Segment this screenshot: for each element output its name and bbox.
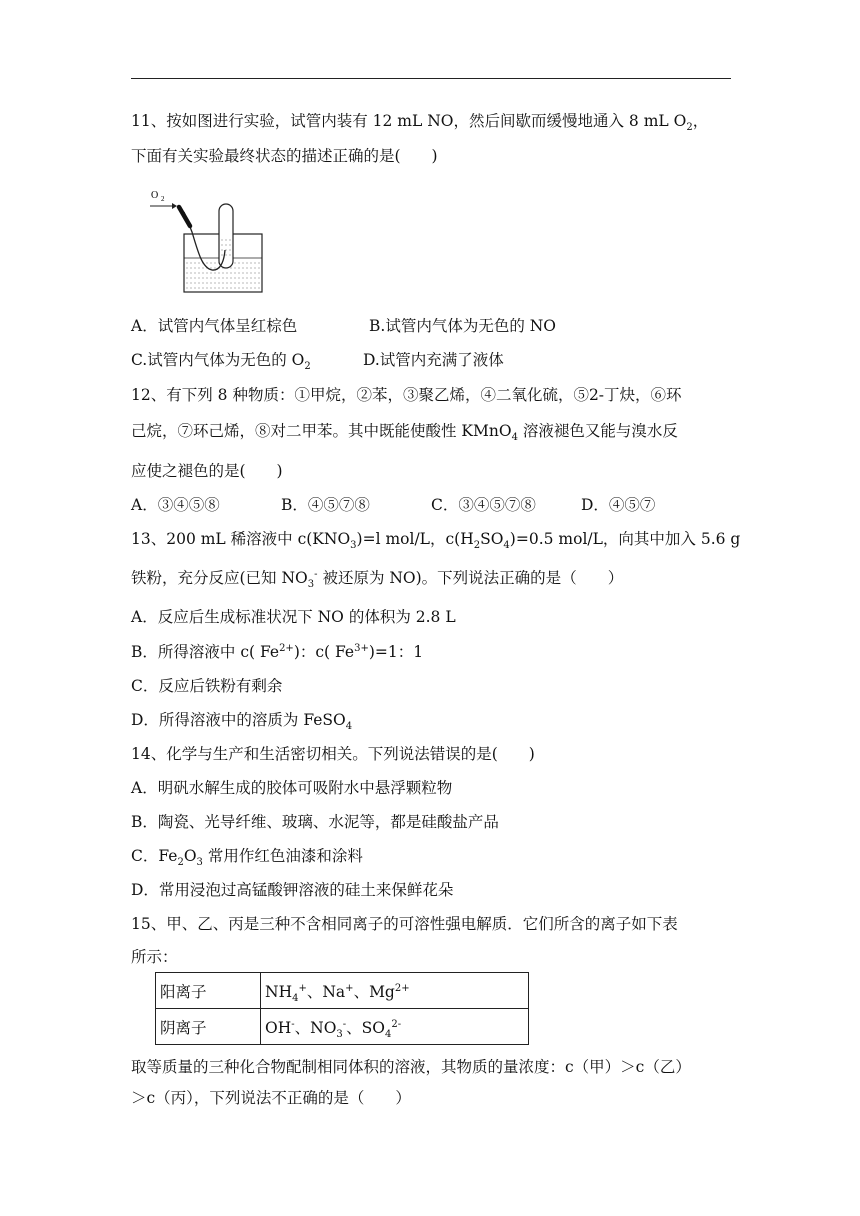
q14-stem: 14、化学与生产和生活密切相关。下列说法错误的是( ) <box>131 745 535 763</box>
header-rule <box>131 78 731 79</box>
q13-option-c: C．反应后铁粉有剩余 <box>131 677 283 695</box>
q12-option-c: C．③④⑤⑦⑧ <box>431 496 536 514</box>
table-cell-cation-head: 阳离子 <box>156 973 261 1009</box>
table-row <box>156 973 529 1009</box>
q11-stem-line2: 下面有关实验最终状态的描述正确的是( ) <box>131 147 438 165</box>
ion-table <box>155 972 529 1045</box>
q12-stem-line3: 应使之褪色的是( ) <box>131 462 283 480</box>
q12-option-b: B．④⑤⑦⑧ <box>281 496 370 514</box>
q14-option-a: A．明矾水解生成的胶体可吸附水中悬浮颗粒物 <box>131 779 453 797</box>
q13-option-d: D．所得溶液中的溶质为 FeSO$_4$ <box>131 711 353 733</box>
q11-option-d: D.试管内充满了液体 <box>363 351 504 369</box>
q15-stem-line3: 取等质量的三种化合物配制相同体积的溶液，其物质的量浓度：c（甲）＞c（乙） <box>131 1058 691 1076</box>
q13-stem-line2: 铁粉，充分反应(已知 $NO_3^-$ 被还原为 NO)。下列说法正确的是（ ） <box>131 568 624 591</box>
q13-option-b: B．所得溶液中 c( $Fe^{2+}$)：c( $Fe^{3+})=1$：1 <box>131 642 424 661</box>
q11-stem-line1: 11、按如图进行实验，试管内装有 12 mL NO，然后间歇而缓慢地通入 8 mL $O_2$， <box>131 112 709 134</box>
gas-arrow-head <box>172 203 177 209</box>
q12-stem-line1: 12、有下列 8 种物质：①甲烷，②苯，③聚乙烯，④二氧化硫，⑤2-丁炔，⑥环 <box>131 386 682 404</box>
q15-stem-line2: 所示： <box>131 948 178 966</box>
q12-option-a: A．③④⑤⑧ <box>131 496 220 514</box>
rubber-tube <box>179 207 190 226</box>
o2-label: O <box>151 190 159 201</box>
q14-option-b: B．陶瓷、光导纤维、玻璃、水泥等，都是硅酸盐产品 <box>131 813 499 831</box>
table-cell-anions: OH-、$NO_3^-$、$SO_4^{2-}$ <box>261 1009 529 1045</box>
q15-stem-line1: 15、甲、乙、丙是三种不含相同离子的可溶性强电解质．它们所含的离子如下表 <box>131 915 678 933</box>
table-cell-cations: $NH_4^+$、Na+、$Mg^{2+}$ <box>261 973 529 1009</box>
q12-stem-line2: 己烷，⑦环己烯，⑧对二甲苯。其中既能使酸性 KMnO$_4$ 溶液褪色又能与溴水反 <box>131 422 678 444</box>
q15-stem-line4: ＞c（丙），下列说法不正确的是（ ） <box>131 1089 411 1107</box>
q12-option-d: D．④⑤⑦ <box>581 496 656 514</box>
apparatus-figure <box>146 184 270 304</box>
table-row <box>156 1009 529 1045</box>
q13-option-a: A．反应后生成标准状况下 NO 的体积为 2.8 L <box>131 608 456 626</box>
o2-label-sub: 2 <box>161 195 165 203</box>
test-tube <box>219 204 233 268</box>
q11-option-a: A．试管内气体呈红棕色 <box>131 317 298 335</box>
q14-option-c: C．$Fe_2O_3$ 常用作红色油漆和涂料 <box>131 847 363 869</box>
table-cell-anion-head: 阴离子 <box>156 1009 261 1045</box>
q14-option-d: D．常用浸泡过高锰酸钾溶液的硅土来保鲜花朵 <box>131 881 454 899</box>
q11-option-b: B.试管内气体为无色的 NO <box>369 317 557 335</box>
q11-option-c: C.试管内气体为无色的 $O_2$ <box>131 351 311 373</box>
q13-stem-line1: 13、200 mL 稀溶液中 $c(KNO_3)=l$ mol/L，$c(H_2SO_4)=0.5$ mol/L，向其中加入 5.6 g <box>131 530 741 552</box>
